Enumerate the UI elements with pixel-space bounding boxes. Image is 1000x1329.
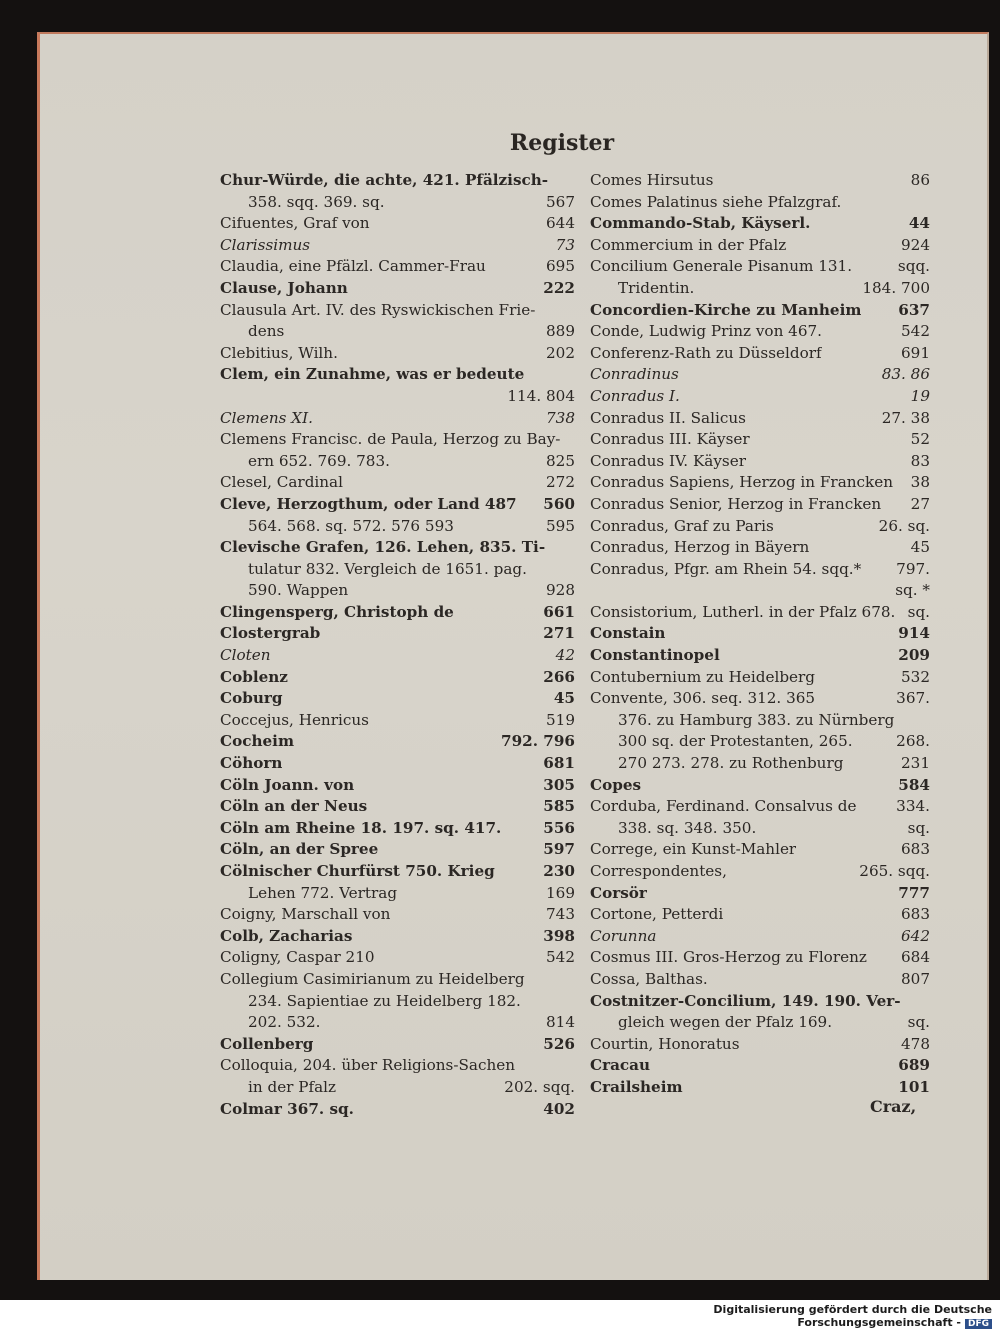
- entry-pages: 542: [901, 322, 930, 341]
- entry-text: Conradus, Pfgr. am Rhein 54. sqq.*: [590, 559, 862, 578]
- entry-pages: 560: [543, 494, 575, 513]
- entry-pages: 738: [546, 408, 575, 427]
- entry-pages: 184. 700: [862, 278, 930, 297]
- index-entry: [590, 1012, 930, 1034]
- index-entry: [220, 386, 575, 408]
- entry-pages: sq.: [907, 818, 930, 837]
- entry-pages: 44: [908, 214, 930, 233]
- entry-pages: 637: [898, 300, 930, 319]
- entry-pages: sq.: [907, 1013, 930, 1032]
- digitization-footer: [560, 1303, 992, 1329]
- index-entry: [220, 969, 575, 991]
- entry-text: Cöln an der Neus: [220, 797, 368, 816]
- index-entry: [220, 537, 575, 559]
- index-entry: [220, 256, 575, 278]
- index-entry: [590, 1034, 930, 1056]
- entry-pages: 26. sq.: [878, 516, 930, 535]
- catchword: Craz,: [870, 1097, 917, 1116]
- entry-pages: 661: [543, 602, 575, 621]
- index-entry: [590, 861, 930, 883]
- entry-text: Consistorium, Lutherl. in der Pfalz 678.: [590, 602, 896, 621]
- entry-text: 300 sq. der Protestanten, 265.: [618, 732, 853, 751]
- entry-text: Concilium Generale Pisanum 131.: [590, 257, 853, 276]
- entry-text: Coburg: [220, 689, 283, 708]
- entry-pages: 584: [898, 775, 930, 794]
- entry-text: Coligny, Caspar 210: [220, 948, 375, 967]
- entry-pages: 73: [555, 235, 575, 254]
- entry-text: Commando-Stab, Käyserl.: [590, 214, 811, 233]
- index-entry: [590, 321, 930, 343]
- entry-pages: 271: [543, 624, 575, 643]
- entry-pages: 83: [910, 451, 930, 470]
- entry-pages: 526: [543, 1034, 575, 1053]
- index-entry: [590, 516, 930, 538]
- index-entry: [590, 904, 930, 926]
- entry-text: Comes Hirsutus: [590, 171, 714, 189]
- entry-text: Cöhorn: [220, 754, 283, 773]
- entry-text: Conde, Ludwig Prinz von 467.: [590, 322, 823, 341]
- entry-pages: 691: [901, 343, 930, 362]
- index-entry: [590, 429, 930, 451]
- entry-pages: 684: [901, 948, 930, 967]
- entry-text: Coccejus, Henricus: [220, 710, 369, 729]
- entry-pages: 27. 38: [881, 408, 930, 427]
- index-entry: [220, 839, 575, 861]
- index-entry: [590, 645, 930, 667]
- entry-pages: 567: [546, 192, 575, 211]
- index-entry: [220, 364, 575, 386]
- entry-text: Clarissimus: [220, 235, 311, 254]
- entry-text: 590. Wappen: [248, 581, 349, 600]
- entry-text: 338. sq. 348. 350.: [618, 818, 757, 837]
- index-entry: [220, 213, 575, 235]
- entry-text: 270 273. 278. zu Rothenburg: [618, 754, 844, 773]
- index-entry: [220, 731, 575, 753]
- index-entry: [220, 192, 575, 214]
- entry-pages: 101: [898, 1077, 930, 1096]
- index-entry: [590, 213, 930, 235]
- index-entry: [590, 1055, 930, 1077]
- entry-text: gleich wegen der Pfalz 169.: [618, 1013, 833, 1032]
- entry-pages: 42: [555, 646, 575, 665]
- entry-text: Colmar 367. sq.: [220, 1099, 354, 1118]
- index-entry: [590, 602, 930, 624]
- index-entry: [220, 408, 575, 430]
- entry-text: tulatur 832. Vergleich de 1651. pag.: [248, 559, 527, 578]
- entry-pages: 683: [901, 905, 930, 924]
- index-column-right: [590, 170, 930, 1099]
- index-entry: [590, 408, 930, 430]
- index-entry: [220, 926, 575, 948]
- index-entry: [220, 300, 575, 322]
- index-entry: [590, 926, 930, 948]
- index-entry: [590, 731, 930, 753]
- index-entry: [590, 235, 930, 257]
- index-column-left: [220, 170, 575, 1120]
- index-entry: [220, 429, 575, 451]
- entry-text: Cifuentes, Graf von: [220, 214, 370, 233]
- entry-text: Coigny, Marschall von: [220, 905, 391, 924]
- entry-text: Lehen 772. Vertrag: [248, 883, 398, 902]
- index-entry: [590, 667, 930, 689]
- index-entry: [220, 667, 575, 689]
- entry-text: Clostergrab: [220, 624, 321, 643]
- index-entry: [590, 537, 930, 559]
- entry-text: Cosmus III. Gros-Herzog zu Florenz: [590, 948, 867, 967]
- entry-pages: 169: [546, 883, 575, 902]
- entry-pages: 367.: [896, 689, 930, 708]
- entry-text: Conradus, Herzog in Bäyern: [590, 538, 810, 557]
- entry-text: Correge, ein Kunst-Mahler: [590, 840, 797, 859]
- running-head: Register: [509, 130, 615, 156]
- entry-text: Corunna: [590, 926, 657, 945]
- entry-text: Commercium in der Pfalz: [590, 235, 787, 254]
- entry-text: Cocheim: [220, 732, 295, 751]
- entry-text: Conradus Sapiens, Herzog in Francken: [590, 473, 894, 492]
- entry-text: Conradus Senior, Herzog in Francken: [590, 494, 882, 513]
- entry-pages: 595: [546, 516, 575, 535]
- entry-text: Cöln am Rheine 18. 197. sq. 417.: [220, 818, 502, 837]
- index-entry: [220, 278, 575, 300]
- entry-text: Costnitzer-Concilium, 149. 190. Ver-: [590, 991, 901, 1010]
- entry-pages: 797.: [896, 559, 930, 578]
- entry-pages: 695: [546, 257, 575, 276]
- entry-pages: 265. sqq.: [859, 862, 930, 880]
- entry-pages: 266: [543, 667, 575, 686]
- entry-pages: 114. 804: [507, 386, 575, 405]
- entry-text: Clemens XI.: [220, 408, 313, 427]
- entry-text: Cöln, an der Spree: [220, 840, 379, 859]
- index-entry: [590, 343, 930, 365]
- index-entry: [590, 623, 930, 645]
- entry-text: 358. sqq. 369. sq.: [248, 192, 385, 211]
- entry-text: Correspondentes,: [590, 862, 727, 880]
- entry-text: Courtin, Honoratus: [590, 1034, 740, 1053]
- entry-pages: 83. 86: [881, 365, 930, 384]
- index-entry: [590, 818, 930, 840]
- index-entry: [220, 602, 575, 624]
- entry-text: Clem, ein Zunahme, was er bedeute: [220, 365, 525, 384]
- index-entry: [590, 839, 930, 861]
- entry-pages: 644: [546, 214, 575, 233]
- entry-pages: 689: [898, 1056, 930, 1075]
- index-entry: [220, 688, 575, 710]
- entry-pages: 792. 796: [501, 732, 575, 751]
- entry-text: Conradus IV. Käyser: [590, 451, 746, 470]
- entry-text: Convente, 306. seq. 312. 365: [590, 689, 816, 708]
- entry-text: Comes Palatinus siehe Pfalzgraf.: [590, 192, 842, 211]
- entry-text: Conradus, Graf zu Paris: [590, 516, 774, 535]
- index-entry: [220, 623, 575, 645]
- index-entry: [590, 494, 930, 516]
- entry-pages: 889: [546, 322, 575, 341]
- entry-text: Contubernium zu Heidelberg: [590, 667, 816, 686]
- index-entry: [590, 796, 930, 818]
- entry-pages: sq. *: [895, 581, 930, 600]
- entry-pages: 402: [543, 1099, 575, 1118]
- index-entry: [590, 753, 930, 775]
- index-entry: [590, 883, 930, 905]
- entry-pages: 334.: [896, 797, 930, 816]
- entry-text: Conradus I.: [590, 386, 680, 405]
- index-entry: [590, 969, 930, 991]
- index-entry: [590, 472, 930, 494]
- entry-text: Clesel, Cardinal: [220, 473, 343, 492]
- index-entry: [590, 300, 930, 322]
- entry-text: Claudia, eine Pfälzl. Cammer-Frau: [220, 257, 486, 276]
- index-entry: [220, 472, 575, 494]
- entry-text: Colb, Zacharias: [220, 926, 353, 945]
- entry-text: Collenberg: [220, 1034, 314, 1053]
- entry-pages: 807: [901, 969, 930, 988]
- index-entry: [220, 710, 575, 732]
- entry-pages: 202. sqq.: [504, 1077, 575, 1096]
- entry-pages: 305: [543, 775, 575, 794]
- index-entry: [220, 818, 575, 840]
- index-entry: [590, 451, 930, 473]
- entry-pages: 743: [546, 905, 575, 924]
- entry-pages: 27: [910, 494, 930, 513]
- entry-text: 234. Sapientiae zu Heidelberg 182.: [248, 991, 521, 1010]
- entry-text: Corsör: [590, 883, 647, 902]
- entry-pages: 777: [898, 883, 930, 902]
- entry-text: Clebitius, Wilh.: [220, 343, 338, 362]
- entry-text: Clause, Johann: [220, 278, 348, 297]
- index-entry: [220, 1012, 575, 1034]
- entry-text: Clausula Art. IV. des Ryswickischen Frie-: [220, 300, 536, 319]
- index-entry: [220, 1077, 575, 1099]
- index-entry: [590, 364, 930, 386]
- entry-pages: 924: [901, 235, 930, 254]
- index-entry: [220, 170, 575, 192]
- entry-text: 376. zu Hamburg 383. zu Nürnberg: [618, 710, 895, 729]
- entry-text: in der Pfalz: [248, 1077, 337, 1096]
- index-entry: [590, 278, 930, 300]
- entry-pages: 597: [543, 840, 575, 859]
- entry-text: Clemens Francisc. de Paula, Herzog zu Bay-: [220, 430, 561, 449]
- index-entry: [220, 796, 575, 818]
- entry-text: Chur-Würde, die achte, 421. Pfälzisch-: [220, 171, 549, 189]
- index-entry: [220, 904, 575, 926]
- entry-text: Cracau: [590, 1056, 651, 1075]
- entry-pages: 45: [553, 689, 575, 708]
- entry-text: Corduba, Ferdinand. Consalvus de: [590, 797, 857, 816]
- entry-text: 564. 568. sq. 572. 576 593: [248, 516, 454, 535]
- entry-text: Clingensperg, Christoph de: [220, 602, 454, 621]
- entry-text: Coblenz: [220, 667, 288, 686]
- index-entry: [220, 883, 575, 905]
- entry-pages: 825: [546, 451, 575, 470]
- index-entry: [220, 235, 575, 257]
- entry-pages: 268.: [896, 732, 930, 751]
- footer-text: Digitalisierung gefördert durch die Deutsche Forschungsgemeinschaft -: [713, 1303, 992, 1329]
- entry-text: Cossa, Balthas.: [590, 969, 708, 988]
- index-entry: [590, 1077, 930, 1099]
- entry-pages: 52: [910, 430, 930, 449]
- entry-text: Cöln Joann. von: [220, 775, 355, 794]
- entry-text: Copes: [590, 775, 642, 794]
- index-entry: [220, 559, 575, 581]
- entry-pages: sq.: [907, 602, 930, 621]
- entry-pages: 398: [543, 926, 575, 945]
- entry-text: Constantinopel: [590, 646, 720, 665]
- index-entry: [590, 170, 930, 192]
- index-entry: [220, 947, 575, 969]
- entry-pages: 230: [543, 862, 575, 880]
- index-entry: [220, 861, 575, 883]
- index-entry: [590, 775, 930, 797]
- entry-text: Conradus II. Salicus: [590, 408, 746, 427]
- entry-pages: 231: [901, 754, 930, 773]
- index-entry: [220, 494, 575, 516]
- entry-text: Collegium Casimirianum zu Heidelberg: [220, 969, 525, 988]
- index-entry: [220, 991, 575, 1013]
- index-entry: [220, 580, 575, 602]
- index-entry: [590, 947, 930, 969]
- entry-pages: 532: [901, 667, 930, 686]
- index-entry: [220, 343, 575, 365]
- entry-pages: 45: [910, 538, 930, 557]
- entry-pages: 914: [898, 624, 930, 643]
- entry-pages: 556: [543, 818, 575, 837]
- index-entry: [590, 559, 930, 581]
- entry-pages: 222: [543, 278, 575, 297]
- entry-pages: 478: [901, 1034, 930, 1053]
- entry-text: Cloten: [220, 646, 271, 665]
- entry-pages: 86: [910, 171, 930, 189]
- entry-text: Clevische Grafen, 126. Lehen, 835. Ti-: [220, 538, 546, 557]
- index-entry: [220, 1034, 575, 1056]
- entry-text: Colloquia, 204. über Religions-Sachen: [220, 1056, 515, 1075]
- index-entry: [590, 688, 930, 710]
- index-entry: [220, 775, 575, 797]
- index-entry: [590, 192, 930, 214]
- entry-text: ern 652. 769. 783.: [248, 451, 390, 470]
- dfg-logo: DFG: [965, 1319, 992, 1329]
- entry-pages: 19: [910, 386, 930, 405]
- entry-text: Crailsheim: [590, 1077, 683, 1096]
- entry-text: Conradus III. Käyser: [590, 430, 750, 449]
- entry-pages: 272: [546, 473, 575, 492]
- entry-pages: 202: [546, 343, 575, 362]
- entry-text: dens: [248, 322, 285, 341]
- index-entry: [590, 256, 930, 278]
- entry-text: Conradinus: [590, 365, 679, 384]
- entry-text: Cölnischer Churfürst 750. Krieg: [220, 862, 495, 880]
- entry-pages: 642: [901, 926, 930, 945]
- entry-pages: sqq.: [897, 257, 930, 276]
- entry-text: Concordien-Kirche zu Manheim: [590, 300, 862, 319]
- entry-text: Cleve, Herzogthum, oder Land 487: [220, 494, 517, 513]
- entry-pages: 681: [543, 754, 575, 773]
- entry-pages: 519: [546, 710, 575, 729]
- index-entry: [590, 991, 930, 1013]
- entry-pages: 542: [546, 948, 575, 967]
- index-entry: [220, 451, 575, 473]
- index-entry: [220, 1099, 575, 1121]
- entry-pages: 585: [543, 797, 575, 816]
- index-entry: [220, 1055, 575, 1077]
- index-entry: [590, 710, 930, 732]
- entry-text: Conferenz-Rath zu Düsseldorf: [590, 343, 822, 362]
- entry-pages: 683: [901, 840, 930, 859]
- index-entry: [220, 321, 575, 343]
- entry-pages: 38: [910, 473, 930, 492]
- index-entry: [220, 516, 575, 538]
- entry-text: 202. 532.: [248, 1013, 321, 1032]
- entry-text: Constain: [590, 624, 666, 643]
- index-entry: [590, 580, 930, 602]
- entry-pages: 209: [898, 646, 930, 665]
- entry-pages: 928: [546, 581, 575, 600]
- index-entry: [220, 753, 575, 775]
- index-entry: [220, 645, 575, 667]
- entry-text: Cortone, Petterdi: [590, 905, 724, 924]
- index-entry: [590, 386, 930, 408]
- entry-text: Tridentin.: [618, 278, 695, 297]
- entry-pages: 814: [546, 1013, 575, 1032]
